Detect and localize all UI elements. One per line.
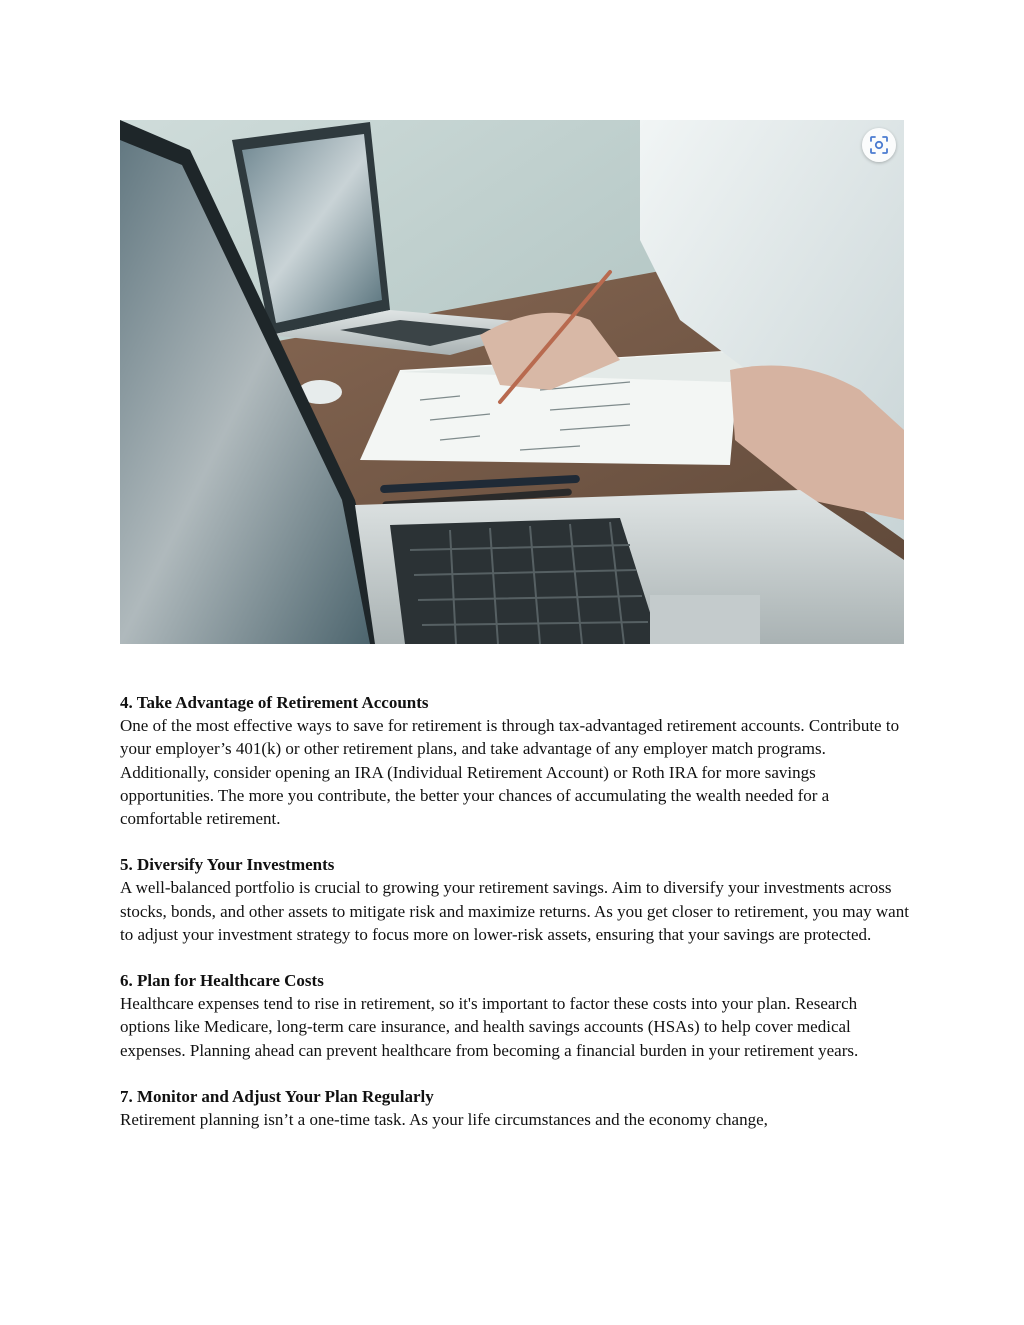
visual-search-icon	[869, 135, 889, 155]
section-paragraph: Healthcare expenses tend to rise in retirement, so it's important to factor these costs into your plan. Research options like Medicare, long-term care insurance, and health savings accounts (HSAs) to help cover medical expenses. Planning ahead can prevent healthcare from becoming a financial burden in your retirement years.	[120, 994, 859, 1060]
section-heading: 4. Take Advantage of Retirement Accounts	[120, 693, 429, 712]
section-paragraph: A well-balanced portfolio is crucial to growing your retirement savings. Aim to diversify your investments across stocks, bonds, and other assets to mitigate risk and maximize returns. As you get closer to retirement, you may want to adjust your investment strategy to focus more on lower-risk assets, ensuring that your savings are protected.	[120, 878, 909, 944]
section-healthcare-costs	[120, 969, 910, 1062]
section-monitor-adjust	[120, 1085, 910, 1131]
visual-search-button[interactable]	[862, 128, 896, 162]
section-retirement-accounts	[120, 691, 910, 830]
office-desk-illustration	[120, 120, 904, 644]
section-heading: 6. Plan for Healthcare Costs	[120, 971, 324, 991]
section-heading: 5. Diversify Your Investments	[120, 855, 335, 875]
section-heading: 7. Monitor and Adjust Your Plan Regularly	[120, 1086, 434, 1106]
section-diversify-investments	[120, 853, 910, 946]
article-body	[120, 691, 910, 1154]
article-photo	[120, 120, 904, 644]
section-paragraph: One of the most effective ways to save for retirement is through tax-advantaged retirement accounts. Contribute to your employer’s 401(k) or other retirement plans, and take advantage of any employer match programs. Additionally, consider opening an IRA (Individual Retirement Account) or Roth IRA for more savings opportunities. The more you contribute, the better your chances of accumulating the wealth needed for a comfortable retirement.	[120, 716, 900, 829]
section-paragraph: Retirement planning isn’t a one-time task. As your life circumstances and the economy change,	[120, 1110, 768, 1130]
